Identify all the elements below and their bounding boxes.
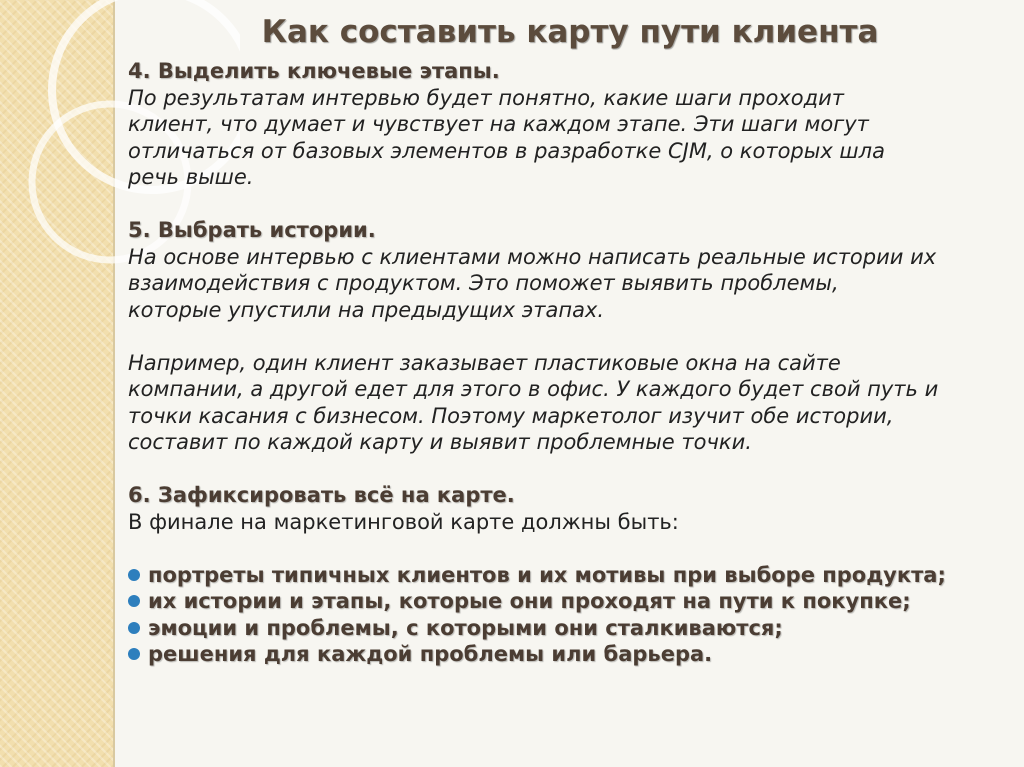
list-item: решения для каждой проблемы или барьера. xyxy=(128,641,1008,668)
bullet-dot-icon xyxy=(128,622,140,634)
slide-content xyxy=(128,58,1008,668)
section-4-text: По результатам интервью будет понятно, какие шаги проходит клиент, что думает и чувствует на каждом этапе. Эти шаги могут отличаться от базовых элементов в разработке CJM, о которых шла речь выше. xyxy=(128,85,885,189)
section-6-intro: В финале на маркетинговой карте должны быть: xyxy=(128,509,679,534)
section-5-heading: 5. Выбрать истории. xyxy=(128,218,376,242)
list-item: эмоции и проблемы, с которыми они сталкиваются; xyxy=(128,615,1008,642)
section-4-heading: 4. Выделить ключевые этапы. xyxy=(128,59,500,83)
checklist xyxy=(128,562,1008,668)
bullet-dot-icon xyxy=(128,595,140,607)
decorative-side-panel xyxy=(0,0,113,767)
bullet-dot-icon xyxy=(128,569,140,581)
page-title: Как составить карту пути клиента xyxy=(261,14,879,50)
list-item: их истории и этапы, которые они проходят на пути к покупке; xyxy=(128,588,1008,615)
list-item: портреты типичных клиентов и их мотивы при выборе продукта; xyxy=(128,562,1008,589)
side-panel-divider xyxy=(113,0,115,767)
section-5-text: На основе интервью с клиентами можно написать реальные истории их взаимодействия с продуктом. Это поможет выявить проблемы, которые упустили на предыдущих этапах. xyxy=(128,244,937,322)
bullet-dot-icon xyxy=(128,648,140,660)
section-6-heading: 6. Зафиксировать всё на карте. xyxy=(128,483,515,507)
section-5-example: Например, один клиент заказывает пластиковые окна на сайте компании, а другой едет для этого в офис. У каждого будет свой путь и точки касания с бизнесом. Поэтому маркетолог изучит обе истории, составит по каждой карту и выявит проблемные точки. xyxy=(128,350,939,454)
